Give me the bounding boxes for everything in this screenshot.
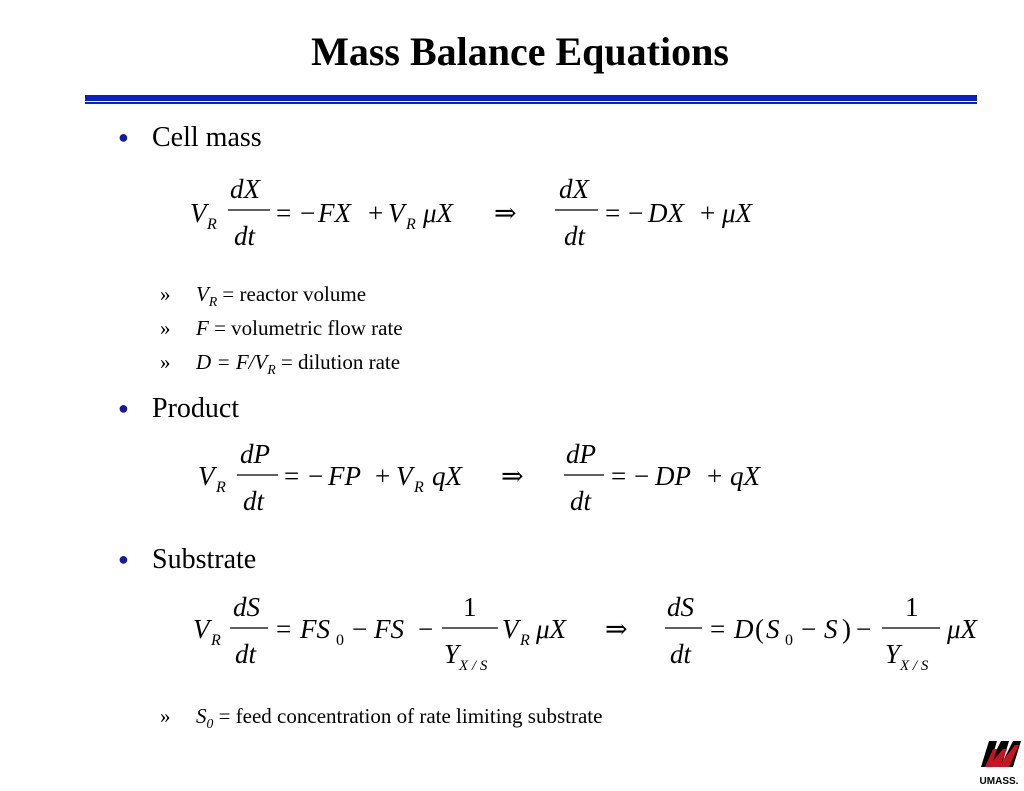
- note-text: = reactor volume: [217, 282, 367, 306]
- note-feed-concentration: [160, 704, 602, 732]
- svg-text:FS: FS: [374, 614, 404, 644]
- svg-text:FX: FX: [318, 198, 351, 228]
- bullet-dot-icon: ●: [118, 127, 129, 147]
- svg-text:=: =: [284, 461, 300, 491]
- svg-text:V: V: [502, 614, 519, 644]
- svg-text:−: −: [418, 614, 434, 644]
- svg-text:R: R: [207, 216, 217, 233]
- product-equation: [198, 439, 762, 516]
- svg-text:DP: DP: [655, 461, 691, 491]
- page-title: Mass Balance Equations: [311, 29, 729, 74]
- svg-text:qX: qX: [432, 461, 462, 491]
- svg-text:dX: dX: [230, 174, 260, 204]
- bullet-dot-icon: ●: [118, 398, 129, 418]
- svg-text:FP: FP: [328, 461, 361, 491]
- svg-text:dt: dt: [570, 486, 592, 516]
- svg-text:=: =: [605, 198, 621, 228]
- logo-text: UMASS.: [979, 776, 1019, 787]
- implies-icon: ⇒: [605, 614, 628, 644]
- svg-text:V: V: [193, 614, 210, 644]
- svg-text:dt: dt: [234, 221, 256, 251]
- svg-text:−: −: [634, 461, 650, 491]
- svg-text:0: 0: [336, 632, 344, 649]
- svg-text:S: S: [824, 614, 838, 644]
- bullet-substrate: [118, 544, 256, 576]
- svg-text:−: −: [801, 614, 817, 644]
- svg-text:+: +: [700, 198, 716, 228]
- svg-text:Y: Y: [885, 639, 901, 669]
- note-text: = dilution rate: [275, 350, 401, 374]
- substrate-equation: [193, 592, 979, 674]
- svg-text:R: R: [216, 479, 226, 496]
- svg-text:+: +: [707, 461, 723, 491]
- svg-text:D: D: [734, 614, 754, 644]
- svg-text:+: +: [375, 461, 391, 491]
- implies-icon: ⇒: [501, 461, 524, 491]
- svg-text:R: R: [414, 479, 424, 496]
- svg-text:=: =: [276, 614, 292, 644]
- implies-icon: ⇒: [494, 198, 517, 228]
- svg-text:X / S: X / S: [900, 658, 929, 674]
- svg-text:−: −: [300, 198, 316, 228]
- note-marker: »: [160, 704, 171, 728]
- svg-text:V: V: [190, 198, 207, 228]
- svg-text:1: 1: [905, 592, 919, 622]
- svg-text:qX: qX: [730, 461, 760, 491]
- note-text: = volumetric flow rate: [208, 316, 403, 340]
- umass-logo: [975, 737, 1023, 787]
- bullet-label: Substrate: [152, 544, 257, 575]
- svg-text:−: −: [308, 461, 324, 491]
- svg-text:(: (: [755, 614, 764, 644]
- svg-text:V: V: [198, 461, 215, 491]
- svg-text:dP: dP: [566, 439, 596, 469]
- note-symbol: $V_R$: [196, 282, 218, 309]
- svg-text:dS: dS: [667, 592, 694, 622]
- svg-text:dS: dS: [233, 592, 260, 622]
- bullet-dot-icon: ●: [118, 549, 129, 569]
- svg-text:V: V: [396, 461, 413, 491]
- note-symbol: $S_0$: [196, 704, 214, 731]
- note-flow-rate: [160, 316, 403, 341]
- note-symbol: $D = F/V_R$: [196, 350, 276, 377]
- svg-text:μX: μX: [947, 614, 978, 644]
- svg-text:dt: dt: [564, 221, 586, 251]
- svg-text:dt: dt: [243, 486, 265, 516]
- note-reactor-volume: [160, 282, 366, 310]
- svg-text:dt: dt: [670, 639, 692, 669]
- svg-text:R: R: [406, 216, 416, 233]
- note-marker: »: [160, 350, 171, 374]
- svg-text:=: =: [710, 614, 726, 644]
- svg-text:Y: Y: [444, 639, 460, 669]
- svg-text:μX: μX: [722, 198, 753, 228]
- svg-text:−: −: [856, 614, 872, 644]
- svg-text:dX: dX: [559, 174, 589, 204]
- cell-mass-equation: [190, 174, 754, 251]
- svg-text:dP: dP: [240, 439, 270, 469]
- svg-text:μX: μX: [536, 614, 567, 644]
- note-marker: »: [160, 316, 171, 340]
- svg-text:FS: FS: [300, 614, 330, 644]
- svg-text:=: =: [276, 198, 292, 228]
- svg-text:DX: DX: [648, 198, 684, 228]
- svg-text:−: −: [352, 614, 368, 644]
- svg-text:V: V: [388, 198, 405, 228]
- svg-text:): ): [842, 614, 851, 644]
- svg-text:−: −: [628, 198, 644, 228]
- svg-text:+: +: [368, 198, 384, 228]
- svg-text:R: R: [520, 632, 530, 649]
- svg-text:X / S: X / S: [459, 658, 488, 674]
- svg-text:μX: μX: [423, 198, 454, 228]
- svg-text:0: 0: [785, 632, 793, 649]
- svg-text:1: 1: [463, 592, 477, 622]
- svg-text:S: S: [766, 614, 780, 644]
- note-symbol: F: [196, 316, 209, 340]
- bullet-label: Product: [152, 393, 240, 424]
- svg-text:=: =: [611, 461, 627, 491]
- svg-text:R: R: [211, 632, 221, 649]
- note-marker: »: [160, 282, 171, 306]
- svg-text:dt: dt: [235, 639, 257, 669]
- bullet-product: [118, 393, 239, 425]
- note-dilution-rate: [160, 350, 400, 378]
- bullet-label: Cell mass: [152, 122, 262, 153]
- note-text: = feed concentration of rate limiting substrate: [213, 704, 603, 728]
